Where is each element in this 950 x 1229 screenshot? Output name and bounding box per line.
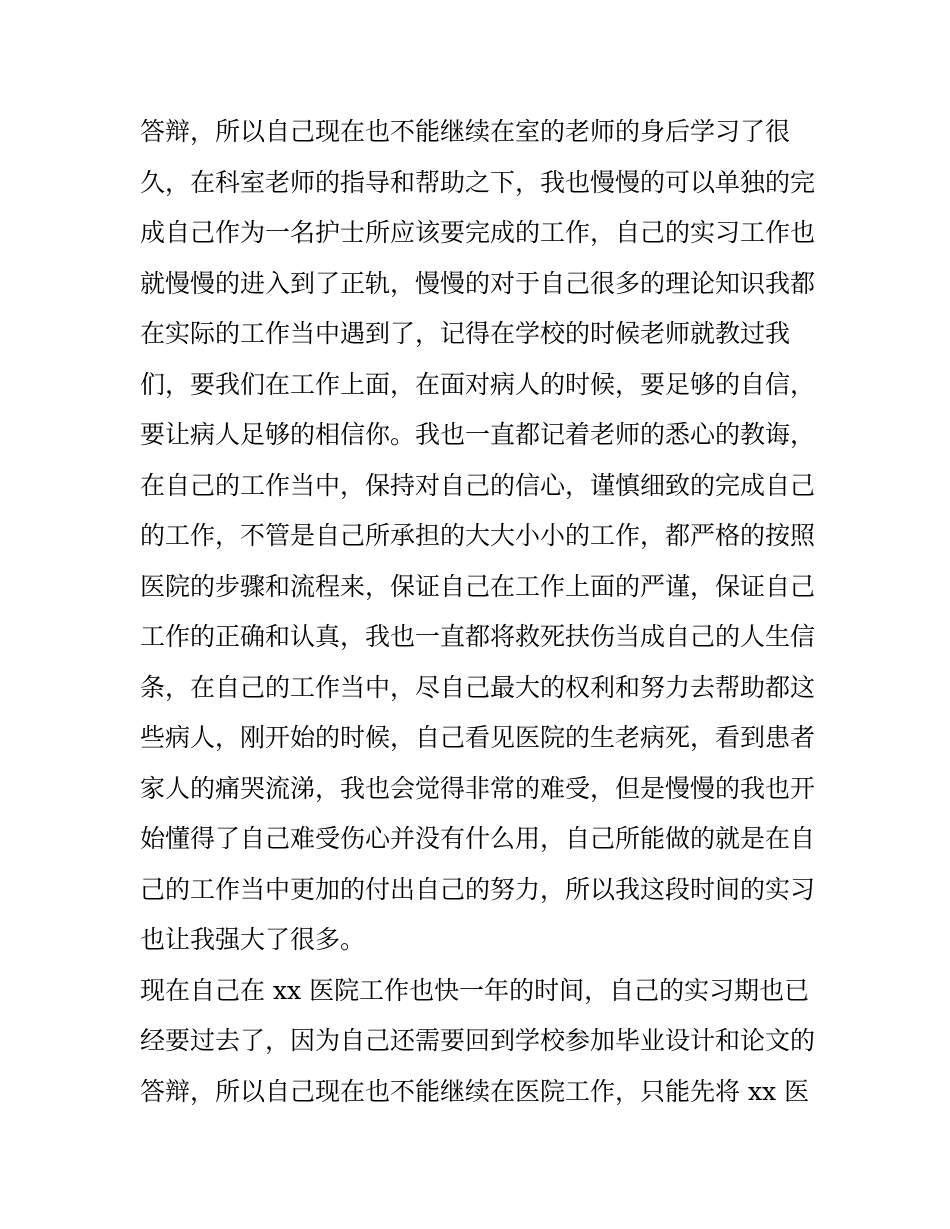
text-line: 就慢慢的进入到了正轨，慢慢的对于自己很多的理论知识我都 — [140, 268, 816, 298]
text-line: 条，在自己的工作当中，尽自己最大的权利和努力去帮助都这 — [140, 672, 816, 702]
text-line: 工作的正确和认真，我也一直都将救死扶伤当成自己的人生信 — [140, 622, 816, 651]
text-line: 医院的步骤和流程来，保证自己在工作上面的严谨，保证自己 — [140, 571, 816, 601]
text-line: 始懂得了自己难受伤心并没有什么用，自己所能做的就是在自 — [140, 824, 816, 853]
text-line: 些病人，刚开始的时候，自己看见医院的生老病死，看到患者 — [140, 723, 816, 752]
body-text — [140, 107, 820, 1117]
text-line: 家人的痛哭流涕，我也会觉得非常的难受，但是慢慢的我也开 — [140, 773, 816, 803]
text-line: 成自己作为一名护士所应该要完成的工作，自己的实习工作也 — [140, 218, 816, 247]
text-line: 们，要我们在工作上面，在面对病人的时候，要足够的自信， — [140, 369, 816, 399]
text-line: 的工作，不管是自己所承担的大大小小的工作，都严格的按照 — [140, 521, 816, 550]
text-line: 经要过去了，因为自己还需要回到学校参加毕业设计和论文的 — [140, 1026, 816, 1055]
text-line: 答辩，所以自己现在也不能继续在室的老师的身后学习了很 — [140, 117, 791, 146]
text-line: 也让我强大了很多。 — [140, 925, 366, 954]
text-line: 在自己的工作当中，保持对自己的信心，谨慎细致的完成自己 — [140, 470, 816, 500]
text-line: 要让病人足够的相信你。我也一直都记着老师的悉心的教诲， — [140, 420, 816, 449]
text-line: 现在自己在 xx 医院工作也快一年的时间，自己的实习期也已 — [140, 975, 810, 1005]
text-line: 久，在科室老师的指导和帮助之下，我也慢慢的可以单独的完 — [140, 167, 816, 197]
text-line: 己的工作当中更加的付出自己的努力，所以我这段时间的实习 — [140, 874, 816, 904]
text-line: 在实际的工作当中遇到了，记得在学校的时候老师就教过我 — [140, 319, 791, 348]
text-line: 答辩，所以自己现在也不能继续在医院工作，只能先将 xx 医 — [140, 1076, 810, 1106]
